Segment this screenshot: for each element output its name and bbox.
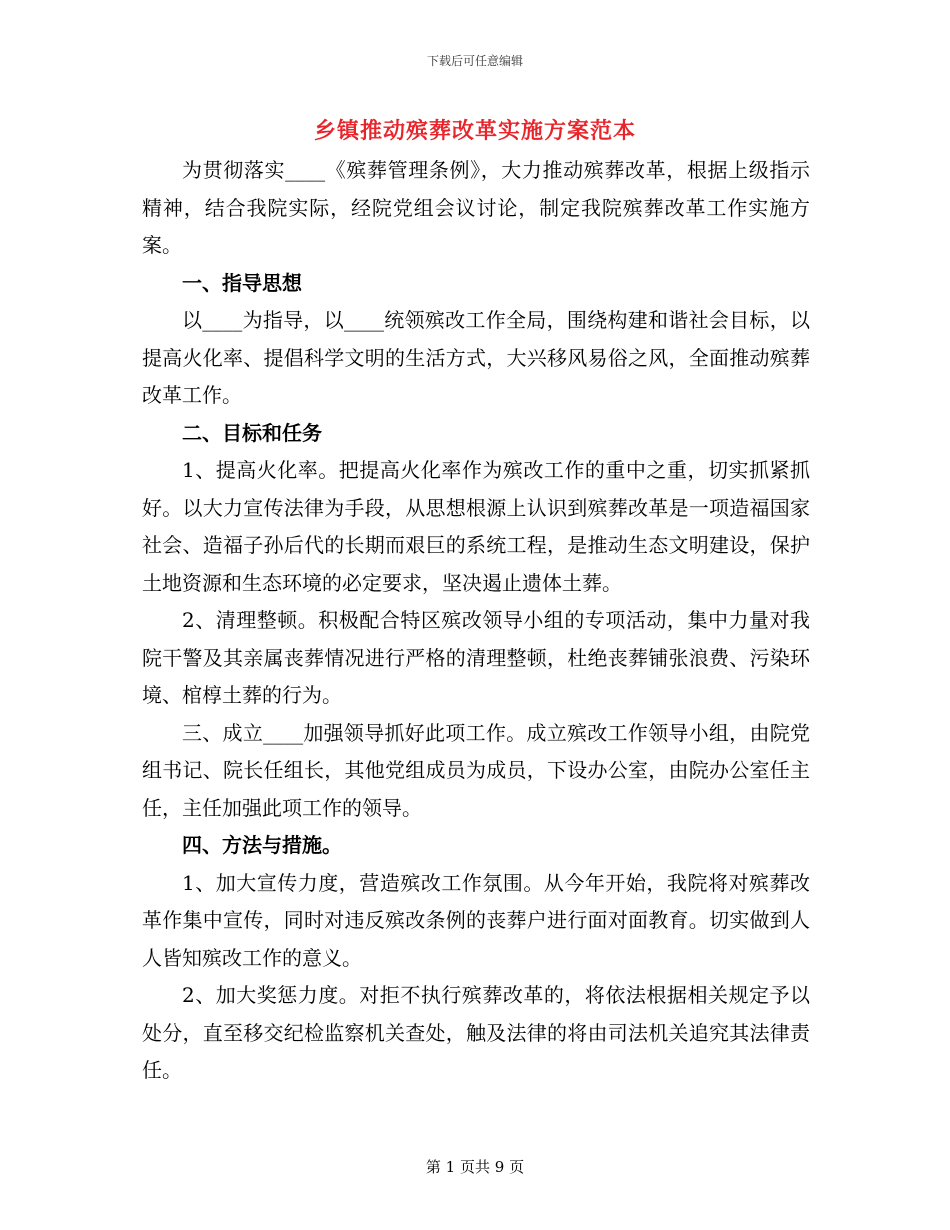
heading-methods: 四、方法与措施。: [182, 833, 342, 857]
document-body: [142, 152, 810, 1090]
document-title: 乡镇推动殡葬改革实施方案范本: [313, 118, 636, 144]
paragraph-method-2: 2、加大奖惩力度。对拒不执行殡葬改革的，将依法根据相关规定予以处分，直至移交纪检监察机关查处，触及法律的将由司法机关追究其法律责任。: [142, 983, 810, 1082]
paragraph-guiding-thought: 以____为指导，以____统领殡改工作全局，围绕构建和谐社会目标，以提高火化率、提倡科学文明的生活方式，大兴移风易俗之风，全面推动殡葬改革工作。: [142, 308, 810, 407]
heading-guiding-thought: 一、指导思想: [182, 270, 302, 295]
paragraph-goal-2: 2、清理整顿。积极配合特区殡改领导小组的专项活动，集中力量对我院干警及其亲属丧葬情况进行严格的清理整顿，杜绝丧葬铺张浪费、污染环境、棺椁土葬的行为。: [142, 608, 810, 707]
header-note: 下载后可任意编辑: [426, 54, 523, 68]
paragraph-intro: 为贯彻落实____《殡葬管理条例》，大力推动殡葬改革，根据上级指示精神，结合我院实际，经院党组会议讨论，制定我院殡葬改革工作实施方案。: [142, 158, 810, 257]
paragraph-method-1: 1、加大宣传力度，营造殡改工作氛围。从今年开始，我院将对殡葬改革作集中宣传，同时对违反殡改条例的丧葬户进行面对面教育。切实做到人人皆知殡改工作的意义。: [142, 870, 810, 970]
page-footer: 第 1 页共 9 页: [425, 1158, 525, 1176]
paragraph-leadership: 三、成立____加强领导抓好此项工作。成立殡改工作领导小组，由院党组书记、院长任组长，其他党组成员为成员，下设办公室，由院办公室任主任，主任加强此项工作的领导。: [142, 720, 810, 820]
heading-goals-tasks: 二、目标和任务: [182, 420, 322, 445]
paragraph-goal-1: 1、提高火化率。把提高火化率作为殡改工作的重中之重，切实抓紧抓好。以大力宣传法律为手段，从思想根源上认识到殡葬改革是一项造福国家社会、造福子孙后代的长期而艰巨的系统工程，是推动生态文明建设，保护土地资源和生态环境的必定要求，坚决遏止遗体土葬。: [142, 458, 810, 595]
